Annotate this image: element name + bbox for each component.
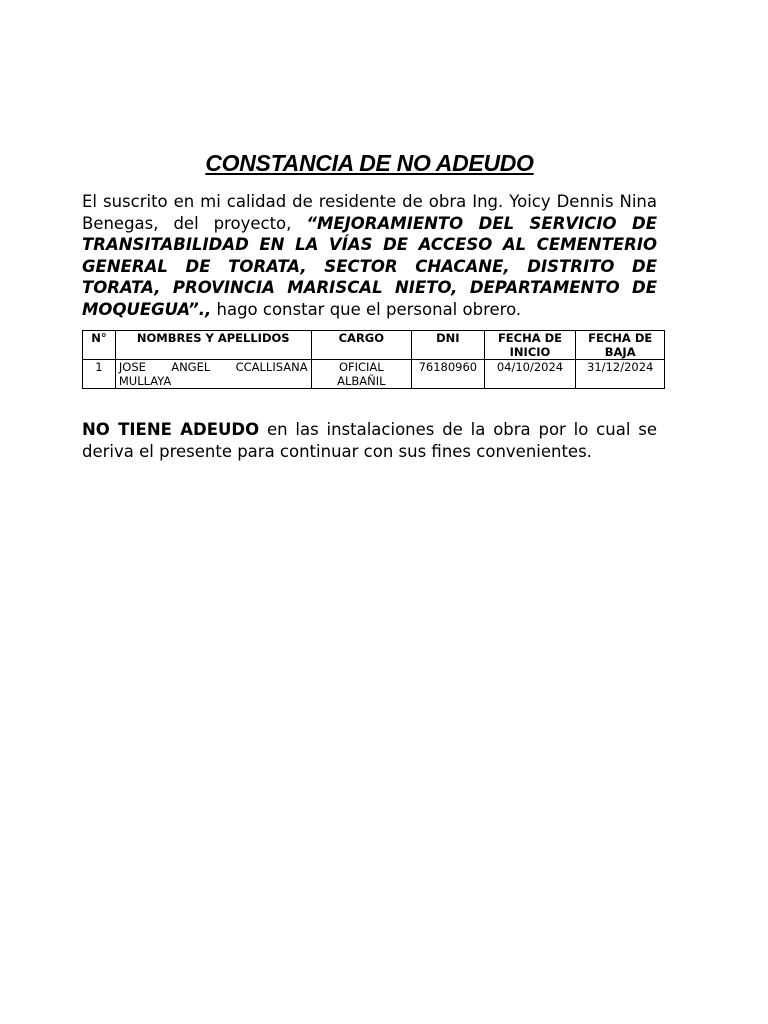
closing-bold: NO TIENE ADEUDO xyxy=(82,420,260,439)
header-cargo: CARGO xyxy=(311,331,412,360)
cell-end-date: 31/12/2024 xyxy=(576,360,665,389)
project-name: “MEJORAMIENTO DEL SERVICIO DE TRANSITABILIDAD EN LA VÍAS DE ACCESO AL CEMENTERIO GENERAL DE TORATA, SECTOR CHACANE, DISTRITO DE TORATA, PROVINCIA MARISCAL NIETO, DEPARTAMENTO DE MOQUEGUA”., xyxy=(82,213,657,319)
header-end-date: FECHA DE BAJA xyxy=(576,331,665,360)
intro-text-after: hago constar que el personal obrero. xyxy=(211,299,522,319)
header-start-date: FECHA DE INICIO xyxy=(484,331,576,360)
cell-number: 1 xyxy=(83,360,116,389)
closing-text: en las instalaciones de la obra por lo cual se deriva el presente para continuar con sus fines convenientes. xyxy=(82,420,657,461)
staff-table xyxy=(82,330,665,389)
header-name: NOMBRES Y APELLIDOS xyxy=(115,331,311,360)
table-row xyxy=(83,360,665,389)
header-number: N° xyxy=(83,331,116,360)
intro-paragraph xyxy=(82,191,657,320)
header-dni: DNI xyxy=(412,331,485,360)
cell-start-date: 04/10/2024 xyxy=(484,360,576,389)
cell-name: JOSE ANGEL CCALLISANA MULLAYA xyxy=(115,360,311,389)
cell-dni: 76180960 xyxy=(412,360,485,389)
table-header-row xyxy=(83,331,665,360)
cell-cargo: OFICIAL ALBAÑIL xyxy=(311,360,412,389)
document-title: CONSTANCIA DE NO ADEUDO xyxy=(205,150,534,176)
intro-text-before: El suscrito en mi calidad de residente de obra Ing. Yoicy Dennis Nina Benegas, del proyecto, xyxy=(82,192,657,233)
document-page xyxy=(82,150,657,462)
closing-paragraph xyxy=(82,419,657,462)
